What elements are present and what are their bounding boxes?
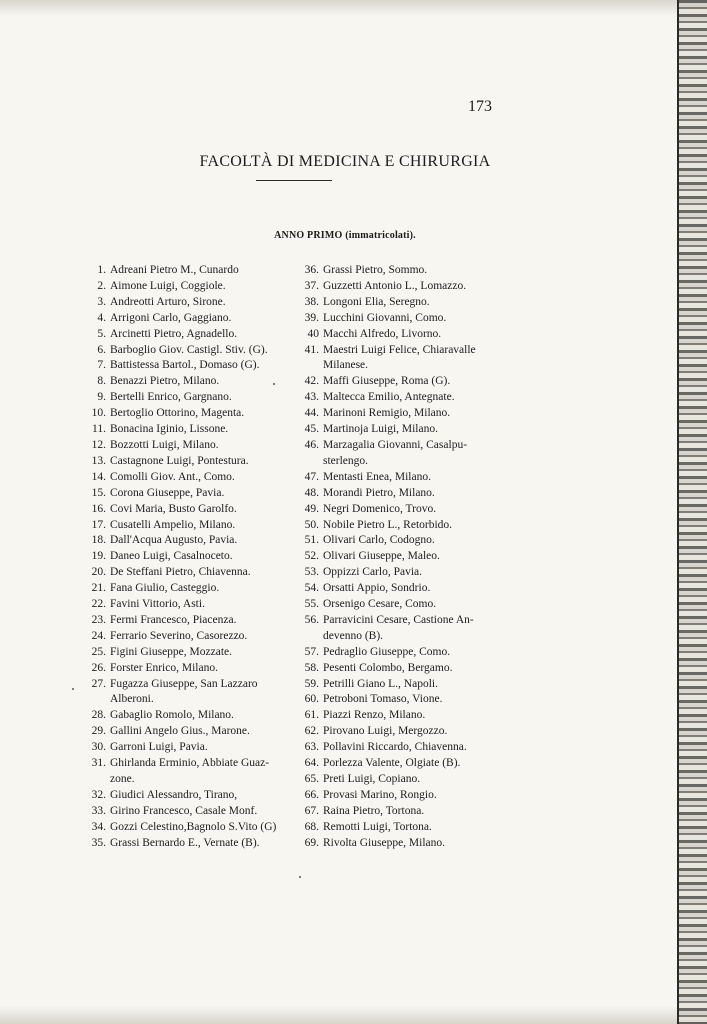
list-item [297,724,512,740]
list-item [84,263,302,279]
entry-number: 9. [97,391,106,404]
list-item [84,804,302,820]
entry-text: Parravicini Cesare, Castione An- [323,613,474,626]
entry-text: Figini Giuseppe, Mozzate. [110,645,233,658]
list-item [297,502,512,518]
list-item [84,406,302,422]
section-subtitle: ANNO PRIMO (immatricolati). [274,230,416,241]
entry-number: 19. [91,550,106,563]
list-item [84,645,302,661]
list-item [84,629,302,645]
entry-number: 1. [97,264,106,276]
list-item [297,327,512,343]
entry-number: 16. [91,502,106,515]
entry-number: 20. [91,566,106,579]
entry-number: 47. [304,470,319,483]
entry-number: 11. [92,423,106,436]
entry-text: Arrigoni Carlo, Gaggiano. [110,311,232,324]
entry-number: 28. [91,709,106,722]
entry-number: 45. [304,423,319,436]
book-spine [677,0,707,1024]
entry-text: Gabaglio Romolo, Milano. [110,709,234,722]
entry-number: 26. [91,661,106,674]
list-item [84,438,302,454]
page-top-edge [0,0,707,16]
entry-number: 39. [304,311,319,324]
entry-number: 41. [304,343,319,356]
list-item [84,836,302,852]
entry-number: 24. [91,629,106,642]
entry-number: 52. [304,550,319,563]
entry-text: Castagnone Luigi, Pontestura. [110,454,249,467]
list-item [84,597,302,613]
list-item [297,279,512,295]
ink-speck [299,876,301,878]
list-item [297,295,512,311]
entry-number: 35. [91,836,106,849]
list-item [297,438,512,454]
ink-speck [273,383,275,385]
list-item [84,661,302,677]
entry-text: Ghirlanda Erminio, Abbiate Guaz- [110,757,270,770]
entry-text: Fugazza Giuseppe, San Lazzaro [110,677,258,690]
entry-continuation: devenno (B). [323,629,384,642]
list-item [297,533,512,549]
entry-number: 36. [304,264,319,276]
entry-number: 33. [91,804,106,817]
entry-number: 40 [307,327,319,340]
entry-text: Grassi Bernardo E., Vernate (B). [110,836,260,849]
list-item [297,661,512,677]
list-item [297,677,512,693]
entry-text: Arcinetti Pietro, Agnadello. [110,327,238,340]
list-item [297,788,512,804]
list-item [84,581,302,597]
entry-continuation: zone. [110,773,135,785]
entry-text: Favini Vittorio, Asti. [110,598,205,611]
entry-number: 50. [304,518,319,531]
ink-speck [72,688,74,690]
entry-number: 27. [91,677,106,690]
entry-number: 8. [97,375,106,388]
list-item [297,836,512,852]
list-item [297,565,512,581]
list-item [297,343,512,359]
entry-number: 43. [304,391,319,404]
list-item [84,724,302,740]
entry-text: Battistessa Bartol., Domaso (G). [110,359,260,372]
list-item [297,390,512,406]
entry-number: 31. [91,757,106,770]
entry-number: 6. [97,343,106,356]
entry-number: 48. [304,486,319,499]
entry-number: 15. [91,486,106,499]
list-item [84,470,302,486]
entry-number: 10. [91,407,106,420]
left-column [84,263,302,852]
entry-text: Porlezza Valente, Olgiate (B). [323,757,461,770]
entry-text: Gozzi Celestino,Bagnolo S.Vito (G) [110,820,277,833]
entry-text: Benazzi Pietro, Milano. [110,375,220,388]
entry-number: 29. [91,725,106,738]
entry-text: Fana Giulio, Casteggio. [110,582,220,595]
list-item [84,486,302,502]
entry-text: Aimone Luigi, Coggiole. [110,279,226,292]
list-item [84,327,302,343]
entry-number: 63. [304,741,319,754]
entry-number: 4. [97,311,106,324]
entry-text: Macchi Alfredo, Livorno. [323,327,442,340]
entry-text: Rivolta Giuseppe, Milano. [323,836,446,849]
entry-text: Piazzi Renzo, Milano. [323,709,426,722]
entry-text: Adreani Pietro M., Cunardo [110,264,239,276]
entry-number: 38. [304,295,319,308]
entry-text: Pesenti Colombo, Bergamo. [323,661,453,674]
entry-text: Girino Francesco, Casale Monf. [110,804,258,817]
entry-number: 44. [304,407,319,420]
entry-continuation: sterlengo. [323,454,369,467]
entry-text: Petrilli Giano L., Napoli. [323,677,438,690]
entry-text: Bertoglio Ottorino, Magenta. [110,407,245,420]
entry-text: Giudici Alessandro, Tirano, [110,788,238,801]
entry-text: Pirovano Luigi, Mergozzo. [323,725,448,738]
entry-text: Covi Maria, Busto Garolfo. [110,502,237,515]
entry-text: Bonacina Iginio, Lissone. [110,423,229,436]
entry-number: 21. [91,582,106,595]
entry-number: 69. [304,836,319,849]
list-item [297,486,512,502]
entry-text: Olivari Carlo, Codogno. [323,534,435,547]
list-item [297,756,512,772]
list-item [84,788,302,804]
entry-text: Bertelli Enrico, Gargnano. [110,391,232,404]
list-item [84,374,302,390]
entry-text: Marzagalia Giovanni, Casalpu- [323,438,468,451]
entry-number: 54. [304,582,319,595]
list-item [84,518,302,534]
list-item [297,772,512,788]
list-item [84,311,302,327]
list-item [84,565,302,581]
entry-number: 61. [304,709,319,722]
entry-number: 17. [91,518,106,531]
list-item [297,804,512,820]
list-item [84,358,302,374]
entry-number: 3. [97,295,106,308]
entry-text: Preti Luigi, Copiano. [323,773,421,785]
entry-text: Guzzetti Antonio L., Lomazzo. [323,279,467,292]
entry-number: 65. [304,773,319,785]
entry-number: 12. [91,438,106,451]
list-item [297,820,512,836]
list-item [297,374,512,390]
entry-text: Morandi Pietro, Milano. [323,486,435,499]
list-item [84,502,302,518]
list-item [84,533,302,549]
entry-text: Cusatelli Ampelio, Milano. [110,518,236,531]
entry-number: 62. [304,725,319,738]
entry-number: 67. [304,804,319,817]
entry-number: 2. [97,279,106,292]
spine-edge-line [677,0,679,1024]
entry-text: Garroni Luigi, Pavia. [110,741,208,754]
entry-continuation: Milanese. [323,359,369,372]
entry-text: Andreotti Arturo, Sirone. [110,295,226,308]
entry-text: Gallini Angelo Gius., Marone. [110,725,250,738]
entry-number: 60. [304,693,319,706]
entry-text: Negri Domenico, Trovo. [323,502,437,515]
entry-text: Ferrario Severino, Casorezzo. [110,629,248,642]
list-item [297,422,512,438]
entry-text: Pollavini Riccardo, Chiavenna. [323,741,467,754]
list-item [297,311,512,327]
entry-text: Raina Pietro, Tortona. [323,804,425,817]
list-item [84,343,302,359]
entry-text: Comolli Giov. Ant., Como. [110,470,235,483]
entry-text: Maffi Giuseppe, Roma (G). [323,375,451,388]
entry-text: Oppizzi Carlo, Pavia. [323,566,423,579]
entry-text: Orsenigo Cesare, Como. [323,598,437,611]
entry-text: Daneo Luigi, Casalnoceto. [110,550,233,563]
list-item [84,454,302,470]
entry-number: 5. [97,327,106,340]
entry-number: 14. [91,470,106,483]
entry-number: 25. [91,645,106,658]
list-item [84,549,302,565]
entry-number: 59. [304,677,319,690]
list-item [297,613,512,629]
list-item [297,645,512,661]
entry-text: De Steffani Pietro, Chiavenna. [110,566,251,579]
entry-number: 32. [91,788,106,801]
list-item [84,820,302,836]
page-number: 173 [468,98,492,115]
page-bottom-edge [0,1006,707,1024]
list-item [297,406,512,422]
entry-text: Mentasti Enea, Milano. [323,470,431,483]
entry-number: 23. [91,613,106,626]
list-item [297,692,512,708]
entry-number: 57. [304,645,319,658]
list-item [84,613,302,629]
list-item [297,549,512,565]
entry-text: Marinoni Remigio, Milano. [323,407,451,420]
entry-number: 51. [304,534,319,547]
list-item [84,422,302,438]
list-item [84,740,302,756]
entry-number: 18. [91,534,106,547]
list-item [84,295,302,311]
entry-number: 46. [304,438,319,451]
entry-text: Martinoja Luigi, Milano. [323,423,438,436]
entry-number: 34. [91,820,106,833]
list-item [297,470,512,486]
entry-text: Nobile Pietro L., Retorbido. [323,518,453,531]
list-item [297,518,512,534]
entry-text: Maestri Luigi Felice, Chiaravalle [323,343,476,356]
entry-number: 30. [91,741,106,754]
entry-number: 22. [91,598,106,611]
list-item [84,677,302,693]
entry-text: Dall'Acqua Augusto, Pavia. [110,534,238,547]
entry-text: Provasi Marino, Rongio. [323,788,437,801]
entry-text: Orsatti Appio, Sondrio. [323,582,431,595]
entry-continuation: Alberoni. [110,693,154,706]
entry-number: 42. [304,375,319,388]
list-item [84,708,302,724]
entry-text: Barboglio Giov. Castigl. Stiv. (G). [110,343,268,356]
entry-number: 37. [304,279,319,292]
entry-number: 66. [304,788,319,801]
list-item [297,581,512,597]
entry-number: 7. [97,359,106,372]
list-item [84,756,302,772]
list-item [297,597,512,613]
entry-number: 55. [304,598,319,611]
entry-text: Forster Enrico, Milano. [110,661,218,674]
page-title: FACOLTÀ DI MEDICINA E CHIRURGIA [199,153,491,170]
right-column [297,263,512,852]
entry-text: Pedraglio Giuseppe, Como. [323,645,451,658]
entry-text: Fermi Francesco, Piacenza. [110,613,237,626]
list-item [297,263,512,279]
title-rule [256,180,332,181]
entry-text: Remotti Luigi, Tortona. [323,820,432,833]
entry-text: Lucchini Giovanni, Como. [323,311,447,324]
entry-text: Grassi Pietro, Sommo. [323,264,428,276]
list-item [84,279,302,295]
entry-number: 13. [91,454,106,467]
list-item [297,708,512,724]
entry-text: Bozzotti Luigi, Milano. [110,438,219,451]
list-item [297,740,512,756]
entry-number: 58. [304,661,319,674]
entry-number: 56. [304,613,319,626]
entry-text: Petroboni Tomaso, Vione. [323,693,443,706]
entry-text: Longoni Elia, Seregno. [323,295,430,308]
entry-number: 68. [304,820,319,833]
entry-number: 49. [304,502,319,515]
entry-text: Olivari Giuseppe, Maleo. [323,550,440,563]
entry-number: 53. [304,566,319,579]
entry-text: Corona Giuseppe, Pavia. [110,486,225,499]
list-item [84,390,302,406]
entry-text: Maltecca Emilio, Antegnate. [323,391,455,404]
entry-number: 64. [304,757,319,770]
